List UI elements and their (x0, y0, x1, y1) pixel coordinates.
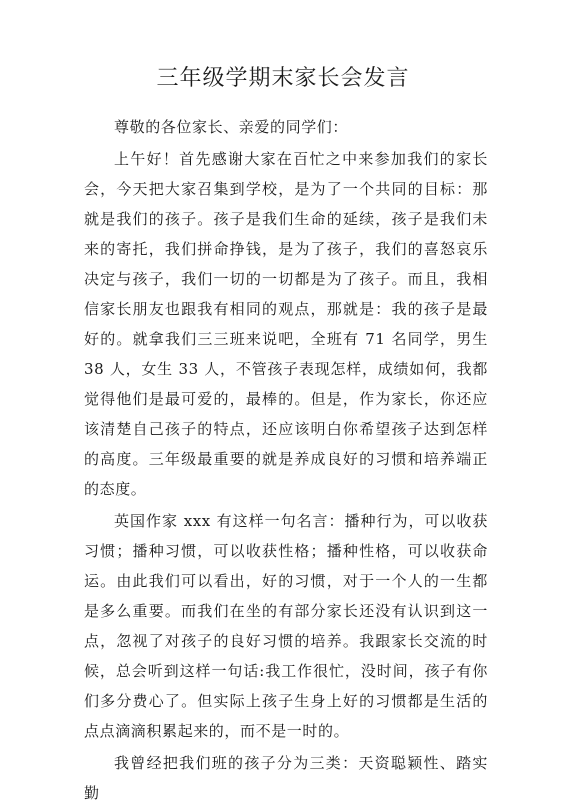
document-body (84, 112, 488, 808)
paragraph-2: 英国作家 xxx 有这样一句名言：播种行为，可以收获习惯；播种习惯，可以收获性格；播种性格，可以收获命运。由此我们可以看出，好的习惯，对于一个人的一生都是多么重要。而我们在坐的有部分家长还没有认识到这一点，忽视了对孩子的良好习惯的培养。我跟家长交流的时候，总会听到这样一句话:我工作很忙，没时间，孩子有你们多分费心了。但实际上孩子生身上好的习惯都是生活的点点滴滴积累起来的，而不是一时的。 (84, 512, 488, 740)
paragraph-1: 上午好！首先感谢大家在百忙之中来参加我们的家长会，今天把大家召集到学校，是为了一个共同的目标：那就是我们的孩子。孩子是我们生命的延续，孩子是我们未来的寄托，我们拼命挣钱，是为了孩子，我们的喜怒哀乐决定与孩子，我们一切的一切都是为了孩子。而且，我相信家长朋友也跟我有相同的观点，那就是：我的孩子是最好的。就拿我们三三班来说吧，全班有 71 名同学，男生 38 人，女生 33 人，不管孩子表现怎样，成绩如何，我都觉得他们是最可爱的，最棒的。但是，作为家长，你还应该清楚自己孩子的特点，还应该明白你希望孩子达到怎样的高度。三年级最重要的就是养成良好的习惯和培养端正的态度。 (84, 150, 488, 498)
salutation: 尊敬的各位家长、亲爱的同学们： (114, 118, 349, 136)
paragraph-3: 我曾经把我们班的孩子分为三类：天资聪颖性、踏实勤 (84, 754, 488, 802)
document-title: 三年级学期末家长会发言 (156, 66, 410, 91)
